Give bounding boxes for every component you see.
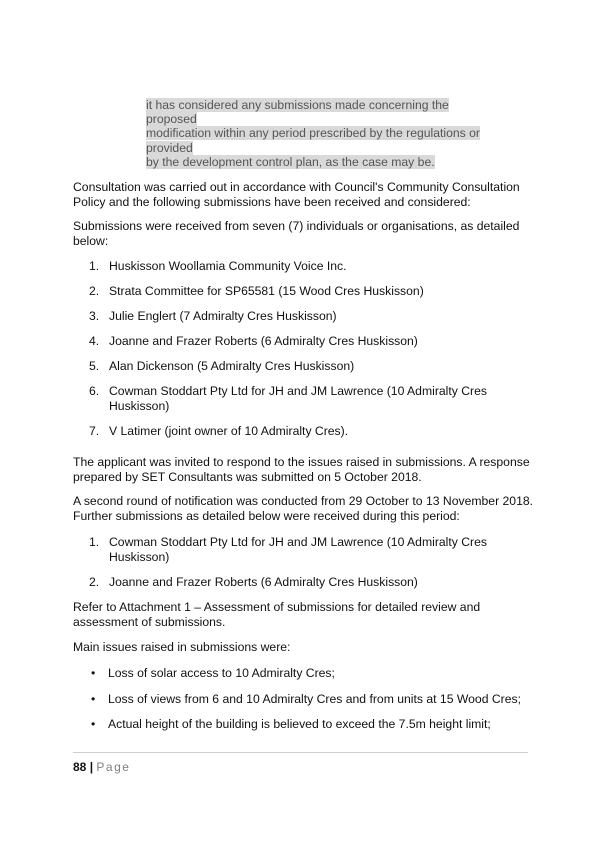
list-item-text: Loss of views from 6 and 10 Admiralty Cres and from units at 15 Wood Cres; [108,691,521,706]
quote-line: modification within any period prescribed by the regulations or provided [146,126,480,155]
list-number: 1. [89,259,100,273]
page-footer [73,760,130,775]
main-issues-paragraph: Main issues raised in submissions were: [73,640,291,654]
list-item-text: Joanne and Frazer Roberts (6 Admiralty Cres Huskisson) [109,575,418,589]
list-item [89,334,519,349]
list-item-text: Actual height of the building is believed to exceed the 7.5m height limit; [108,717,491,731]
list-item [89,692,529,707]
list-item [89,535,519,564]
list-number: 6. [89,384,100,398]
page-word: Page [96,760,131,774]
list-item-text: Alan Dickenson (5 Admiralty Cres Huskisson) [109,359,355,373]
second-round-paragraph: A second round of notification was conducted from 29 October to 13 November 2018. Further submissions as detailed below were received during this period: [73,494,534,523]
list-item [89,284,519,299]
consultation-paragraph: Consultation was carried out in accordance with Council's Community Consultation Policy and the following submissions have been received and considered: [73,180,520,209]
list-item-text: V Latimer (joint owner of 10 Admiralty Cres). [109,423,349,438]
list-item-text: Huskisson Woollamia Community Voice Inc. [109,259,347,273]
footer-separator: | [89,760,94,774]
list-number: 7. [89,423,100,438]
submissions-intro-paragraph: Submissions were received from seven (7) individuals or organisations, as detailed below: [73,219,520,248]
list-number: 1. [89,535,100,549]
bullet-icon: • [91,666,96,680]
quote-line: by the development control plan, as the case may be. [146,154,435,169]
list-number: 4. [89,334,100,348]
list-item-text: Cowman Stoddart Pty Ltd for JH and JM Lawrence (10 Admiralty Cres Huskisson) [109,535,487,564]
list-item-text: Cowman Stoddart Pty Ltd for JH and JM Lawrence (10 Admiralty Cres Huskisson) [109,384,487,413]
list-item [89,424,519,439]
list-item [89,359,519,374]
issues-list [89,666,529,732]
applicant-paragraph: The applicant was invited to respond to the issues raised in submissions. A response prepared by SET Consultants was submitted on 5 October 2018. [73,455,530,484]
list-item-text: Joanne and Frazer Roberts (6 Admiralty Cres Huskisson) [109,334,418,348]
list-item [89,309,519,324]
second-submissions-list [89,535,519,590]
list-number: 3. [89,309,100,323]
quote-line: it has considered any submissions made concerning the proposed [146,98,449,127]
list-item [89,259,519,274]
list-item [89,666,529,681]
list-item [89,717,529,732]
footer-divider [73,752,528,753]
list-number: 5. [89,359,100,373]
submissions-list [89,259,519,438]
list-item-text: Julie Englert (7 Admiralty Cres Huskisson) [109,309,337,323]
list-number: 2. [89,575,100,589]
bullet-icon: • [91,691,96,706]
list-number: 2. [89,284,100,298]
highlighted-quote [146,98,502,169]
bullet-icon: • [91,717,96,731]
list-item [89,384,519,413]
page-number: 88 [73,760,87,774]
list-item [89,575,519,590]
refer-paragraph: Refer to Attachment 1 – Assessment of submissions for detailed review and assessment of submissions. [73,600,481,629]
list-item-text: Strata Committee for SP65581 (15 Wood Cres Huskisson) [109,284,424,298]
list-item-text: Loss of solar access to 10 Admiralty Cres; [108,666,335,680]
